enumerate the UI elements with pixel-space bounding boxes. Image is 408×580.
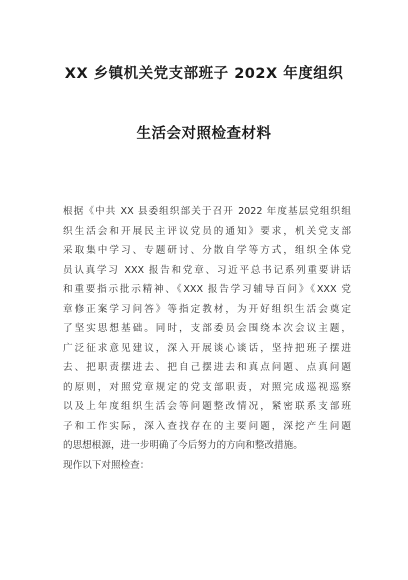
body-line: 采取集中学习、专题研讨、分散自学等方式，组织全体党	[63, 245, 351, 256]
body-line: 的思想根源，进一步明确了今后努力的方向和整改措施。	[63, 440, 303, 451]
body-line: 和重要指示批示精神、《XXX 报告学习辅导百问》《XXX 党	[63, 284, 351, 295]
body-line: 了坚实思想基础。同时，支部委员会围绕本次会议主题，	[63, 323, 351, 334]
body-line: 的原则，对照党章规定的党支部职责，对照完成巡视巡察	[63, 381, 351, 393]
body-line: 章修正案学习问答》等指定教材，为开好组织生活会奠定	[63, 303, 351, 315]
document-body	[63, 202, 351, 475]
body-line: 子和工作实际，深入查找存在的主要问题，深挖产生问题	[63, 420, 351, 432]
document-title-line-1: XX 乡镇机关党支部班子 202X 年度组织	[64, 66, 344, 82]
body-line: 以及上年度组织生活会等问题整改情况，紧密联系支部班	[63, 401, 351, 412]
body-line: 广泛征求意见建议，深入开展谈心谈话，坚持把班子摆进	[63, 342, 351, 354]
document-title-line-2: 生活会对照检查材料	[136, 126, 272, 142]
body-line: 根据《中共 XX 县委组织部关于召开 2022 年度基层党组织组	[63, 206, 351, 217]
body-line: 现作以下对照检查：	[63, 459, 150, 471]
body-line: 去、把职责摆进去、把自己摆进去和真点问题、点真问题	[63, 362, 351, 373]
body-line: 织生活会和开展民主评议党员的通知》要求，机关党支部	[63, 225, 351, 237]
body-line: 员认真学习 XXX 报告和党章、习近平总书记系列重要讲话	[63, 264, 351, 276]
